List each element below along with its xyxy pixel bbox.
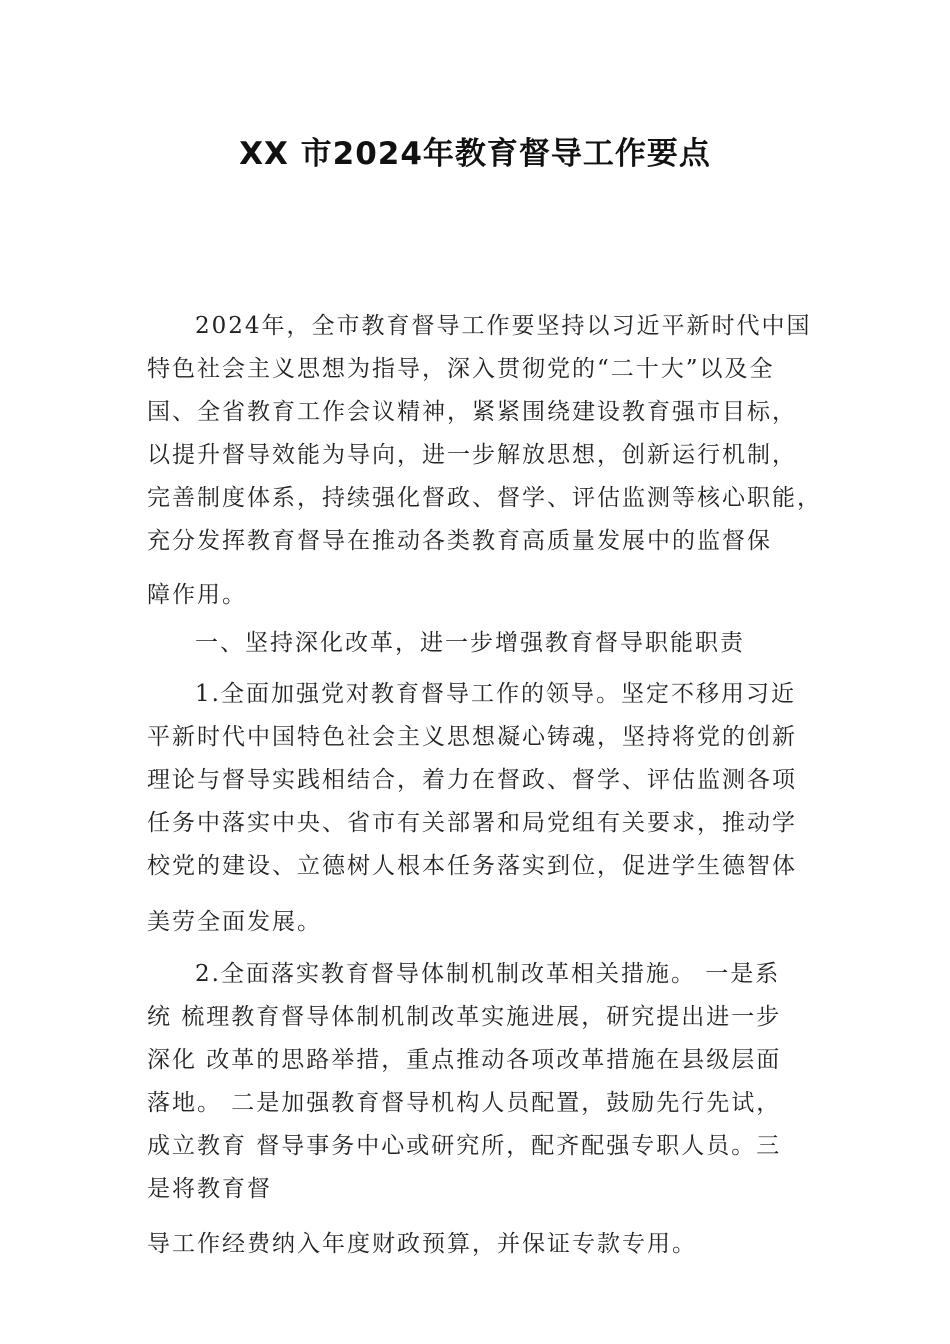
- body-line: 充分发挥教育督导在推动各类教育高质量发展中的监督保: [147, 528, 772, 554]
- body-line: 任务中落实中央、省市有关部署和局党组有关要求，推动学: [147, 810, 797, 836]
- body-line: 导工作经费纳入年度财政预算，并保证专款专用。: [147, 1231, 697, 1257]
- body-line: 障作用。: [147, 582, 247, 608]
- body-line: 特色社会主义思想为指导，深入贯彻党的“二十大”以及全: [147, 356, 775, 382]
- body-line: 深化 改革的思路举措，重点推动各项改革措施在县级层面: [147, 1047, 782, 1073]
- body-line: 统 梳理教育督导体制机制改革实施进展，研究提出进一步: [147, 1004, 782, 1030]
- body-line: 落地。 二是加强教育督导机构人员配置，鼓励先行先试，: [147, 1090, 782, 1116]
- document-title: XX 市2024年教育督导工作要点: [239, 136, 711, 172]
- body-line: 美劳全面发展。: [147, 909, 322, 935]
- body-line: 成立教育 督导事务中心或研究所，配齐配强专职人员。三: [147, 1133, 782, 1159]
- body-line: 以提升督导效能为导向，进一步解放思想，创新运行机制，: [147, 442, 797, 468]
- body-line: 完善制度体系，持续强化督政、督学、评估监测等核心职能，: [147, 485, 822, 511]
- body-line: 2.全面落实教育督导体制机制改革相关措施。 一是系: [195, 961, 781, 987]
- body-line: 国、全省教育工作会议精神，紧紧围绕建设教育强市目标，: [147, 399, 797, 425]
- body-line: 校党的建设、立德树人根本任务落实到位，促进学生德智体: [147, 853, 797, 879]
- body-line: 2024年，全市教育督导工作要坚持以习近平新时代中国: [195, 313, 812, 339]
- section-heading: 一、坚持深化改革，进一步增强教育督导职能职责: [195, 630, 745, 656]
- body-line: 1.全面加强党对教育督导工作的领导。坚定不移用习近: [195, 681, 796, 707]
- body-line: 理论与督导实践相结合，着力在督政、督学、评估监测各项: [147, 767, 797, 793]
- body-line: 是将教育督: [147, 1176, 272, 1202]
- body-line: 平新时代中国特色社会主义思想凝心铸魂，坚持将党的创新: [147, 724, 797, 750]
